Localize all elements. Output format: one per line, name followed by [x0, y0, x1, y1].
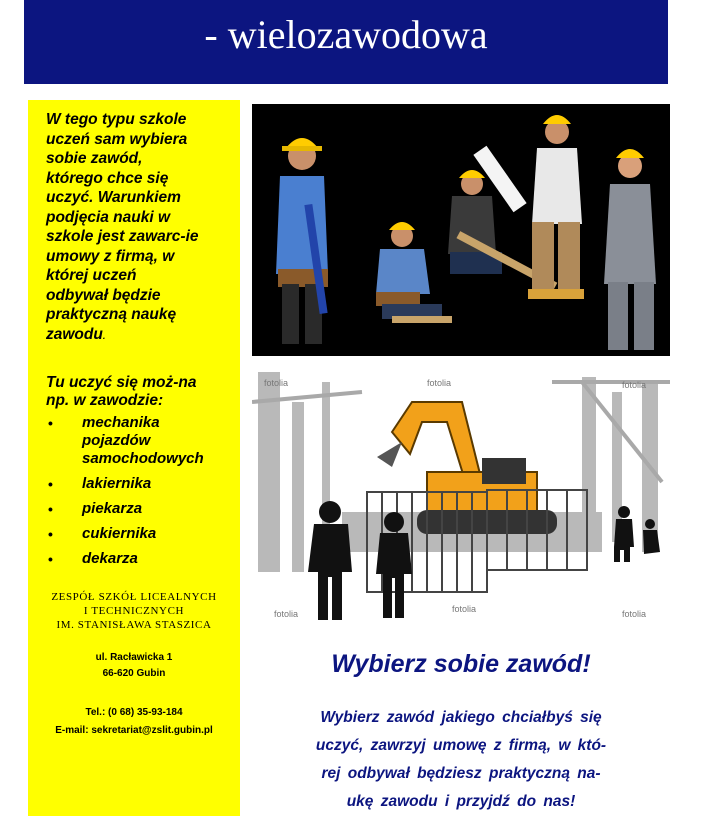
phone-number: Tel.: (0 68) 35-93-184	[85, 707, 183, 718]
invitation-line: ukę zawodu i przyjdź do nas!	[346, 793, 576, 810]
school-line: I TECHNICZNYCH	[83, 605, 185, 617]
job-label: cukiernika	[82, 525, 157, 542]
email-address: E-mail: sekretariat@zslit.gubin.pl	[55, 725, 213, 736]
intro-line: podjęcia nauki w	[46, 208, 171, 226]
intro-line: uczyć. Warunkiem	[46, 189, 181, 206]
page-title: - wielozawodowa	[204, 12, 488, 57]
watermark-text: fotolia	[622, 609, 647, 619]
invitation-text	[258, 704, 664, 816]
intro-line: zawodu	[46, 325, 103, 343]
bullet: •	[48, 526, 53, 542]
intro-line: którego chce się	[46, 169, 169, 187]
job-label: mechanika	[82, 414, 160, 431]
address	[38, 650, 230, 682]
school-line: ZESPÓŁ SZKÓŁ LICEALNYCH	[51, 591, 217, 603]
intro-line: praktyczną naukę	[46, 306, 177, 323]
job-label: piekarza	[82, 500, 143, 517]
contact	[38, 704, 230, 740]
jobs-title-line: Tu uczyć się moż-na	[46, 374, 197, 391]
slogan: Wybierz sobie zawód!	[331, 650, 591, 678]
list-item	[46, 550, 230, 568]
watermark-text: fotolia	[427, 378, 452, 388]
bullet: •	[48, 476, 53, 492]
school-name	[38, 590, 230, 632]
list-item	[46, 525, 230, 543]
jobs-title	[46, 374, 230, 410]
list-item	[46, 500, 230, 518]
watermark-text: fotolia	[452, 604, 477, 614]
sidebar	[28, 100, 240, 816]
job-label: samochodowych	[82, 450, 204, 467]
school-line: IM. STANISŁAWA STASZICA	[56, 619, 212, 631]
title-banner	[24, 0, 668, 84]
list-item	[46, 414, 230, 468]
intro-line: uczeń sam wybiera	[46, 130, 188, 148]
construction-site-photo	[252, 362, 670, 630]
jobs-list	[46, 414, 230, 568]
watermark-text: fotolia	[622, 380, 647, 390]
bullet: •	[48, 551, 53, 567]
workers-photo	[252, 104, 670, 356]
intro-line: której uczeń	[46, 267, 137, 284]
watermark-text: fotolia	[274, 609, 299, 619]
jobs-title-line: np. w zawodzie:	[46, 392, 164, 409]
job-label: dekarza	[82, 550, 138, 567]
invitation-line: uczyć, zawrzyj umowę z firmą, w któ-	[315, 737, 607, 754]
bullet: •	[48, 501, 53, 517]
intro-line: umowy z firmą, w	[46, 247, 175, 265]
job-label: lakiernika	[82, 475, 152, 492]
intro-line: sobie zawód,	[46, 150, 143, 167]
job-label: pojazdów	[82, 432, 151, 449]
intro-text	[46, 110, 230, 346]
workers-illustration	[252, 104, 670, 356]
address-line: 66-620 Gubin	[102, 668, 166, 679]
construction-illustration	[252, 362, 670, 630]
intro-period: .	[102, 330, 106, 341]
invitation-line: Wybierz zawód jakiego chciałbyś się	[320, 709, 602, 726]
bullet: •	[48, 415, 53, 431]
list-item	[46, 475, 230, 493]
intro-line: szkole jest zawarc-ie	[46, 228, 199, 245]
watermark-text: fotolia	[264, 378, 289, 388]
intro-line: W tego typu szkole	[46, 111, 187, 128]
invitation-line: rej odbywał będziesz praktyczną na-	[321, 765, 601, 782]
address-line: ul. Racławicka 1	[95, 652, 173, 663]
intro-line: odbywał będzie	[46, 286, 161, 304]
